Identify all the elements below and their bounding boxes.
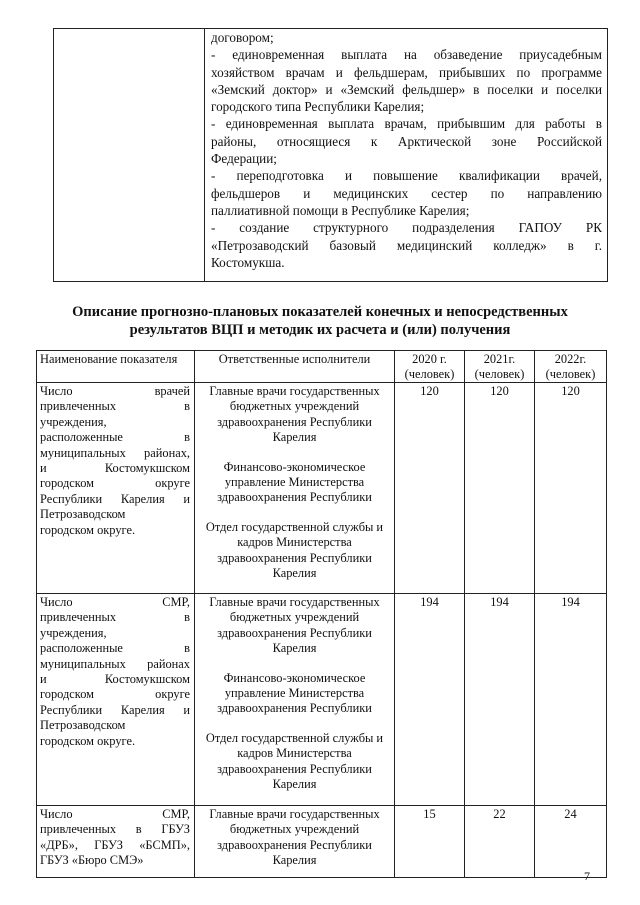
text-line: фельдшеров и медицинских сестер по направлению xyxy=(211,185,602,201)
text-line: «Земский доктор» и «Земский фельдшер» в поселки и поселки xyxy=(211,81,602,97)
text-line: здравоохранения Республики xyxy=(217,701,372,716)
text-line: муниципальных районах xyxy=(40,656,190,671)
text-line: привлеченных в xyxy=(40,610,190,625)
text-line: городском округе. xyxy=(40,733,136,748)
text-line: Карелия xyxy=(272,430,317,445)
text-line: ГБУЗ «Бюро СМЭ» xyxy=(40,853,144,868)
indicator-name-cell xyxy=(37,383,195,594)
responsible-cell xyxy=(195,806,395,878)
text-line: Отдел государственной службы и xyxy=(205,519,384,534)
indicator-name-cell xyxy=(37,806,195,878)
text-line: здравоохранения Республики xyxy=(217,761,372,776)
value-2020: 194 xyxy=(395,594,465,806)
continuation-row xyxy=(54,29,608,282)
text-line: бюджетных учреждений xyxy=(229,822,360,837)
text-line: - единовременная выплата врачам, прибывшим для работы в xyxy=(211,116,602,132)
text-line: Петрозаводском xyxy=(40,718,126,733)
header-year-2020 xyxy=(395,351,465,383)
value-2022: 194 xyxy=(535,594,607,806)
text-line: кадров Министерства xyxy=(237,535,352,550)
text-line: здравоохранения Республики xyxy=(217,490,372,505)
text-line: управление Министерства xyxy=(224,686,365,701)
text-line: Отдел государственной службы и xyxy=(205,730,384,745)
value-2020: 15 xyxy=(395,806,465,878)
text-line: здравоохранения Республики xyxy=(217,414,372,429)
text-line: и Костомукшском xyxy=(40,672,190,687)
text-line: Число СМР, xyxy=(40,595,190,609)
text-line: Федерации; xyxy=(211,151,277,167)
text-line: привлеченных в xyxy=(40,399,190,414)
year-label: 2020 г. xyxy=(412,352,447,366)
indicators-table xyxy=(36,350,607,878)
text-line: городском округе. xyxy=(40,522,136,537)
text-line: Петрозаводском xyxy=(40,507,126,522)
text-line: управление Министерства xyxy=(224,475,365,490)
text-line: - переподготовка и повышение квалификации врачей, xyxy=(211,168,602,184)
text-line: Карелия xyxy=(272,566,317,581)
text-line: бюджетных учреждений xyxy=(229,610,360,625)
unit-label: (человек) xyxy=(474,367,525,381)
table-row xyxy=(37,594,607,806)
text-line: расположенные в xyxy=(40,430,190,445)
year-label: 2021г. xyxy=(483,352,516,366)
text-line: здравоохранения Республики xyxy=(217,550,372,565)
header-year-2022 xyxy=(535,351,607,383)
continuation-empty-cell xyxy=(54,29,205,282)
text-line: расположенные в xyxy=(40,641,190,656)
text-line: Карелия xyxy=(272,853,317,868)
text-line: городском округе xyxy=(40,687,190,702)
responsible-cell xyxy=(195,383,395,594)
text-line: Главные врачи государственных xyxy=(209,807,380,821)
page-number: 7 xyxy=(584,869,590,883)
text-line: - единовременная выплата на обзаведение приусадебным xyxy=(211,47,602,63)
text-line: Республики Карелия и xyxy=(40,491,190,506)
text-line: Костомукша. xyxy=(211,254,285,270)
value-2021: 120 xyxy=(465,383,535,594)
unit-label: (человек) xyxy=(404,367,455,381)
year-label: 2022г. xyxy=(554,352,587,366)
text-line: городского типа Республики Карелия; xyxy=(211,99,425,115)
text-line: Финансово-экономическое xyxy=(223,670,366,685)
text-line: Финансово-экономическое xyxy=(223,459,366,474)
section-heading xyxy=(30,303,610,339)
continuation-text-cell xyxy=(205,29,608,282)
text-line: «ДРБ», ГБУЗ «БСМП», xyxy=(40,837,190,852)
table-row xyxy=(37,383,607,594)
value-2021: 194 xyxy=(465,594,535,806)
responsible-cell xyxy=(195,594,395,806)
table-header-row xyxy=(37,351,607,383)
text-line: кадров Министерства xyxy=(237,746,352,761)
text-line: паллиативной помощи в Республике Карелия; xyxy=(211,202,470,218)
text-line: - создание структурного подразделения ГАПОУ РК xyxy=(211,220,602,236)
text-line: здравоохранения Республики xyxy=(217,625,372,640)
value-2020: 120 xyxy=(395,383,465,594)
text-line: Число СМР, xyxy=(40,807,190,821)
text-line: учреждения, xyxy=(40,414,107,429)
table-row xyxy=(37,806,607,878)
text-line: городском округе xyxy=(40,476,190,491)
text-line: Республики Карелия и xyxy=(40,702,190,717)
text-line: учреждения, xyxy=(40,625,107,640)
value-2021: 22 xyxy=(465,806,535,878)
header-indicator-name: Наименование показателя xyxy=(37,351,195,383)
heading-line: результатов ВЦП и методик их расчета и (или) получения xyxy=(129,322,511,338)
unit-label: (человек) xyxy=(545,367,596,381)
heading-line: Описание прогнозно-плановых показателей конечных и непосредственных xyxy=(72,304,568,320)
text-line: привлеченных в ГБУЗ xyxy=(40,822,190,837)
header-year-2021 xyxy=(465,351,535,383)
text-line: муниципальных районах, xyxy=(40,445,190,460)
text-line: Главные врачи государственных xyxy=(209,384,380,398)
value-2022: 120 xyxy=(535,383,607,594)
text-line: Число врачей xyxy=(40,384,190,398)
text-line: договором; xyxy=(211,30,274,45)
text-line: бюджетных учреждений xyxy=(229,399,360,414)
header-responsible: Ответственные исполнители xyxy=(195,351,395,383)
text-line: здравоохранения Республики xyxy=(217,837,372,852)
continuation-table xyxy=(53,28,608,282)
text-line: Главные врачи государственных xyxy=(209,595,380,609)
text-line: «Петрозаводский базовый медицинский колледж» в г. xyxy=(211,237,602,253)
value-2022: 24 xyxy=(535,806,607,878)
text-line: Карелия xyxy=(272,641,317,656)
text-line: хозяйством врачам и фельдшерам, прибывших по программе xyxy=(211,64,602,80)
text-line: Карелия xyxy=(272,777,317,792)
text-line: районы, относящиеся к Арктической зоне Российской xyxy=(211,133,602,149)
text-line: и Костомукшском xyxy=(40,461,190,476)
indicator-name-cell xyxy=(37,594,195,806)
